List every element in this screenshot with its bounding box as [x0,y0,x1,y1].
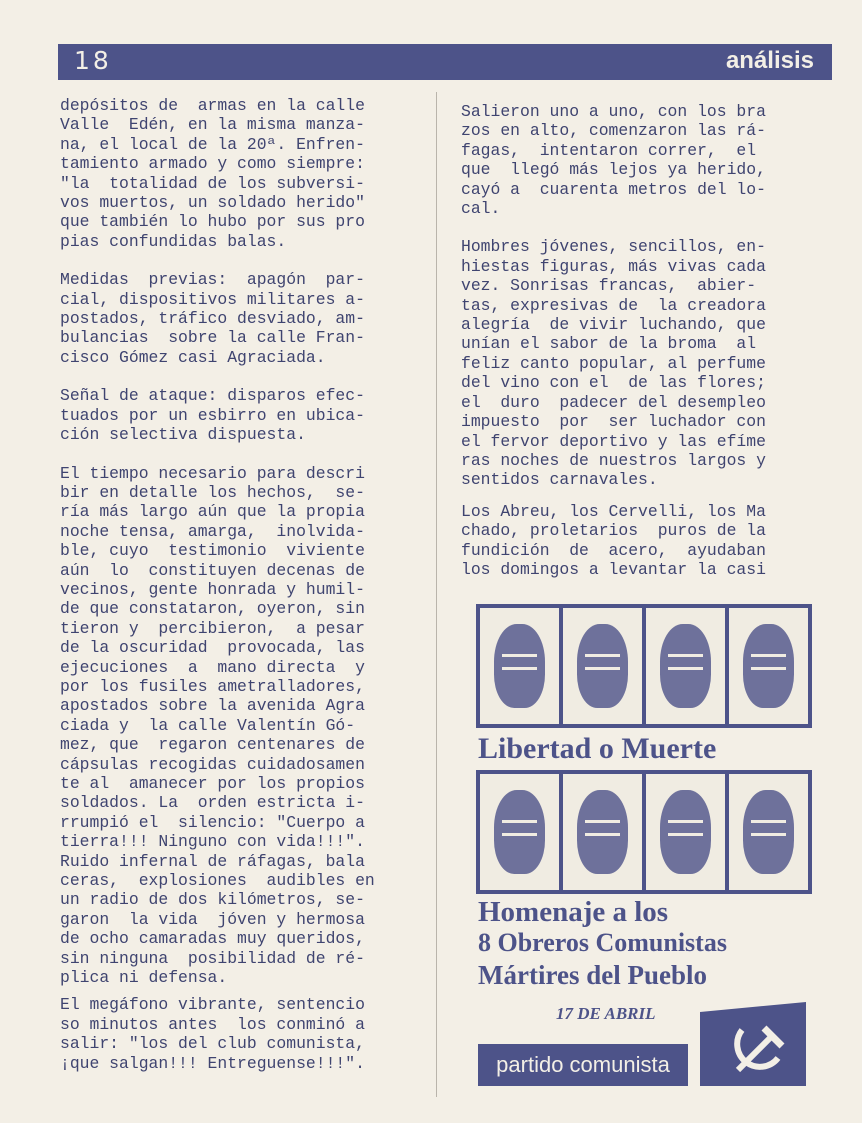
page-number: 18 [74,46,112,75]
paragraph: depósitos de armas en la calle Valle Edén, en la misma manza- na, el local de la 20ª. Enfren- tamiento armado y como siempre: "la totalidad de los subversi- vos muertos, un soldado herido" que también lo hubo por sus pro pias confundidas balas. [60,96,365,251]
column-divider [436,92,437,1097]
paragraph: El megáfono vibrante, sentencio so minutos antes los conminó a salir: "los del club comunista, ¡que salgan!!! Entreguense!!!". [60,995,365,1073]
right-column [461,102,831,579]
hammer-sickle-icon [698,1000,810,1088]
header-bar [58,44,832,80]
homage-line-1: Homenaje a los [478,896,669,928]
party-banner: partido comunista [478,1044,688,1086]
left-column [60,96,430,1073]
paragraph: El tiempo necesario para descri bir en detalle los hechos, se- ría más largo aún que la propia noche tensa, amarga, inolvida- ble, cuyo testimonio viviente aún lo constituyen decenas de vecinos, gente honrada y humil- de que constataron, oyeron, sin tieron y percibieron, a pesar de la oscuridad provocada, las ejecuciones a mano directa y por los fusiles ametralladores, apostados sobre la avenida Agra ciada y la calle Valentín Gó- mez, que regaron centenares de cápsulas recogidas cuidadosamen te al amanecer por los propios soldados. La orden estricta i- rrumpió el silencio: "Cuerpo a tierra!!! Ninguno con vida!!!". Ruido infernal de ráfagas, bala ceras, explosiones audibles en un radio de dos kilómetros, se- garon la vida jóven y hermosa de ocho camaradas muy queridos, sin ninguna posibilidad de ré- plica ni defensa. [60,463,375,988]
portrait-photo [480,774,559,890]
portrait-photo [563,774,642,890]
portrait-row-bottom [476,770,812,894]
portrait-photo [563,608,642,724]
portrait-photo [729,774,808,890]
portrait-photo [646,774,725,890]
paragraph: Salieron uno a uno, con los bra zos en alto, comenzaron las rá- fagas, intentaron correr, el que llegó más lejos ya herido, cayó a cuarenta metros del lo- cal. [461,102,766,219]
portrait-photo [646,608,725,724]
memorial-poster [476,604,816,1092]
section-title: análisis [725,47,814,74]
portrait-row-top [476,604,812,728]
portrait-photo [729,608,808,724]
paragraph: Medidas previas: apagón par- cial, dispositivos militares a- postados, tráfico desviado, am- bulancias sobre la calle Fran- cisco Gómez casi Agraciada. [60,270,365,367]
poster-date: 17 DE ABRIL [556,1004,656,1023]
homage-line-2: 8 Obreros Comunistas [478,928,727,957]
portrait-photo [480,608,559,724]
homage-line-3: Mártires del Pueblo [478,960,707,990]
slogan-libertad: Libertad o Muerte [478,732,717,765]
paragraph: Los Abreu, los Cervelli, los Ma chado, proletarios puros de la fundición de acero, ayudaban los domingos a levantar la casi [461,501,766,579]
paragraph: Señal de ataque: disparos efec- tuados por un esbirro en ubica- ción selectiva dispuesta. [60,386,365,445]
paragraph: Hombres jóvenes, sencillos, en- hiestas figuras, más vivas cada vez. Sonrisas francas, abier- tas, expresivas de la creadora alegría de vivir luchando, que unían el sabor de la broma al feliz canto popular, al perfume del vino con el de las flores; el duro padecer del desempleo impuesto por ser luchador con el fervor deportivo y las efíme ras noches de nuestros largos y sentidos carnavales. [461,237,766,490]
